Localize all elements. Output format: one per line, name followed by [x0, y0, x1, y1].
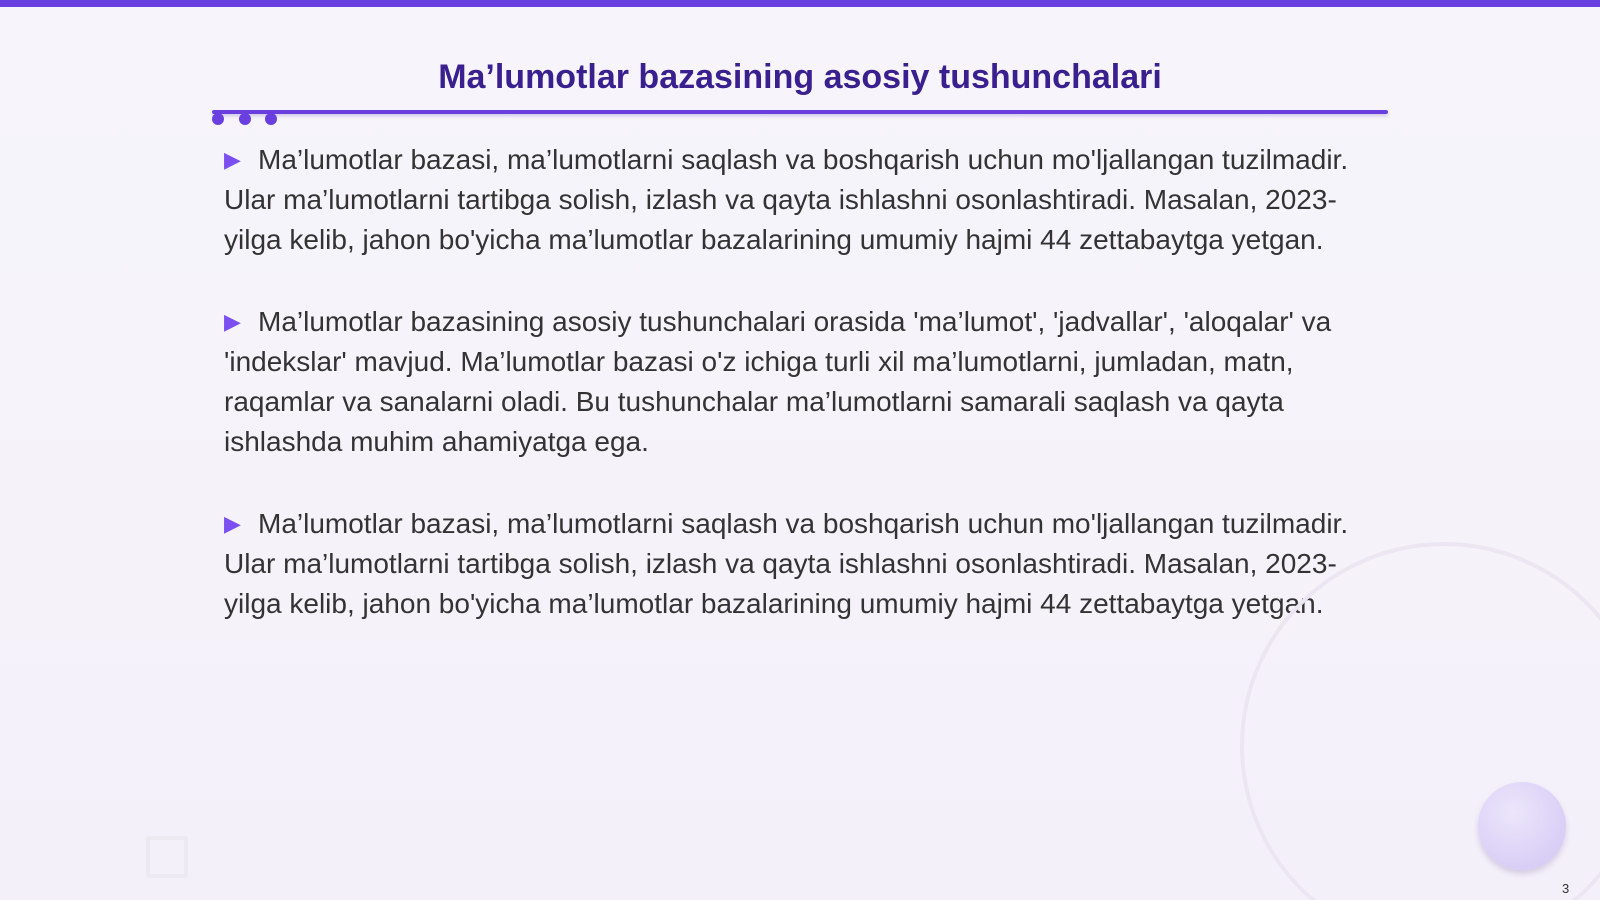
slide-body [224, 140, 1384, 666]
slide-title: Ma’lumotlar bazasining asosiy tushunchalari [438, 58, 1162, 96]
top-accent-bar [0, 0, 1600, 7]
title-underline [212, 110, 1388, 114]
triangle-bullet-icon: ▶ [224, 511, 241, 536]
decorative-sphere [1478, 782, 1566, 870]
triangle-bullet-icon: ▶ [224, 309, 241, 334]
decorative-dot [265, 113, 277, 125]
paragraph-text: Ma’lumotlar bazasi, ma’lumotlarni saqlash va boshqarish uchun mo'ljallangan tuzilmadir. Ular ma’lumotlarni tartibga solish, izlash va qayta ishlashni osonlashtiradi. Masalan, 2023-yilga kelib, jahon bo'yicha ma’lumotlar bazalarining umumiy hajmi 44 zettabaytga yetgan. [224, 508, 1349, 619]
paragraph-text: Ma’lumotlar bazasi, ma’lumotlarni saqlash va boshqarish uchun mo'ljallangan tuzilmadir. Ular ma’lumotlarni tartibga solish, izlash va qayta ishlashni osonlashtiradi. Masalan, 2023-yilga kelib, jahon bo'yicha ma’lumotlar bazalarining umumiy hajmi 44 zettabaytga yetgan. [224, 144, 1349, 255]
decorative-dot [212, 113, 224, 125]
triangle-bullet-icon: ▶ [224, 147, 241, 172]
bullet-paragraph [224, 504, 1384, 624]
bullet-paragraph [224, 140, 1384, 260]
paragraph-text: Ma’lumotlar bazasining asosiy tushunchalari orasida 'ma’lumot', 'jadvallar', 'aloqalar' va 'indekslar' mavjud. Ma’lumotlar bazasi o'z ichiga turli xil ma’lumotlarni, jumladan, matn, raqamlar va sanalarni oladi. Bu tushunchalar ma’lumotlarni samarali saqlash va qayta ishlashda muhim ahamiyatga ega. [224, 306, 1332, 457]
page-number: 3 [1562, 881, 1570, 896]
decorative-square [146, 836, 188, 878]
bullet-paragraph [224, 302, 1384, 462]
decorative-dot [239, 113, 251, 125]
